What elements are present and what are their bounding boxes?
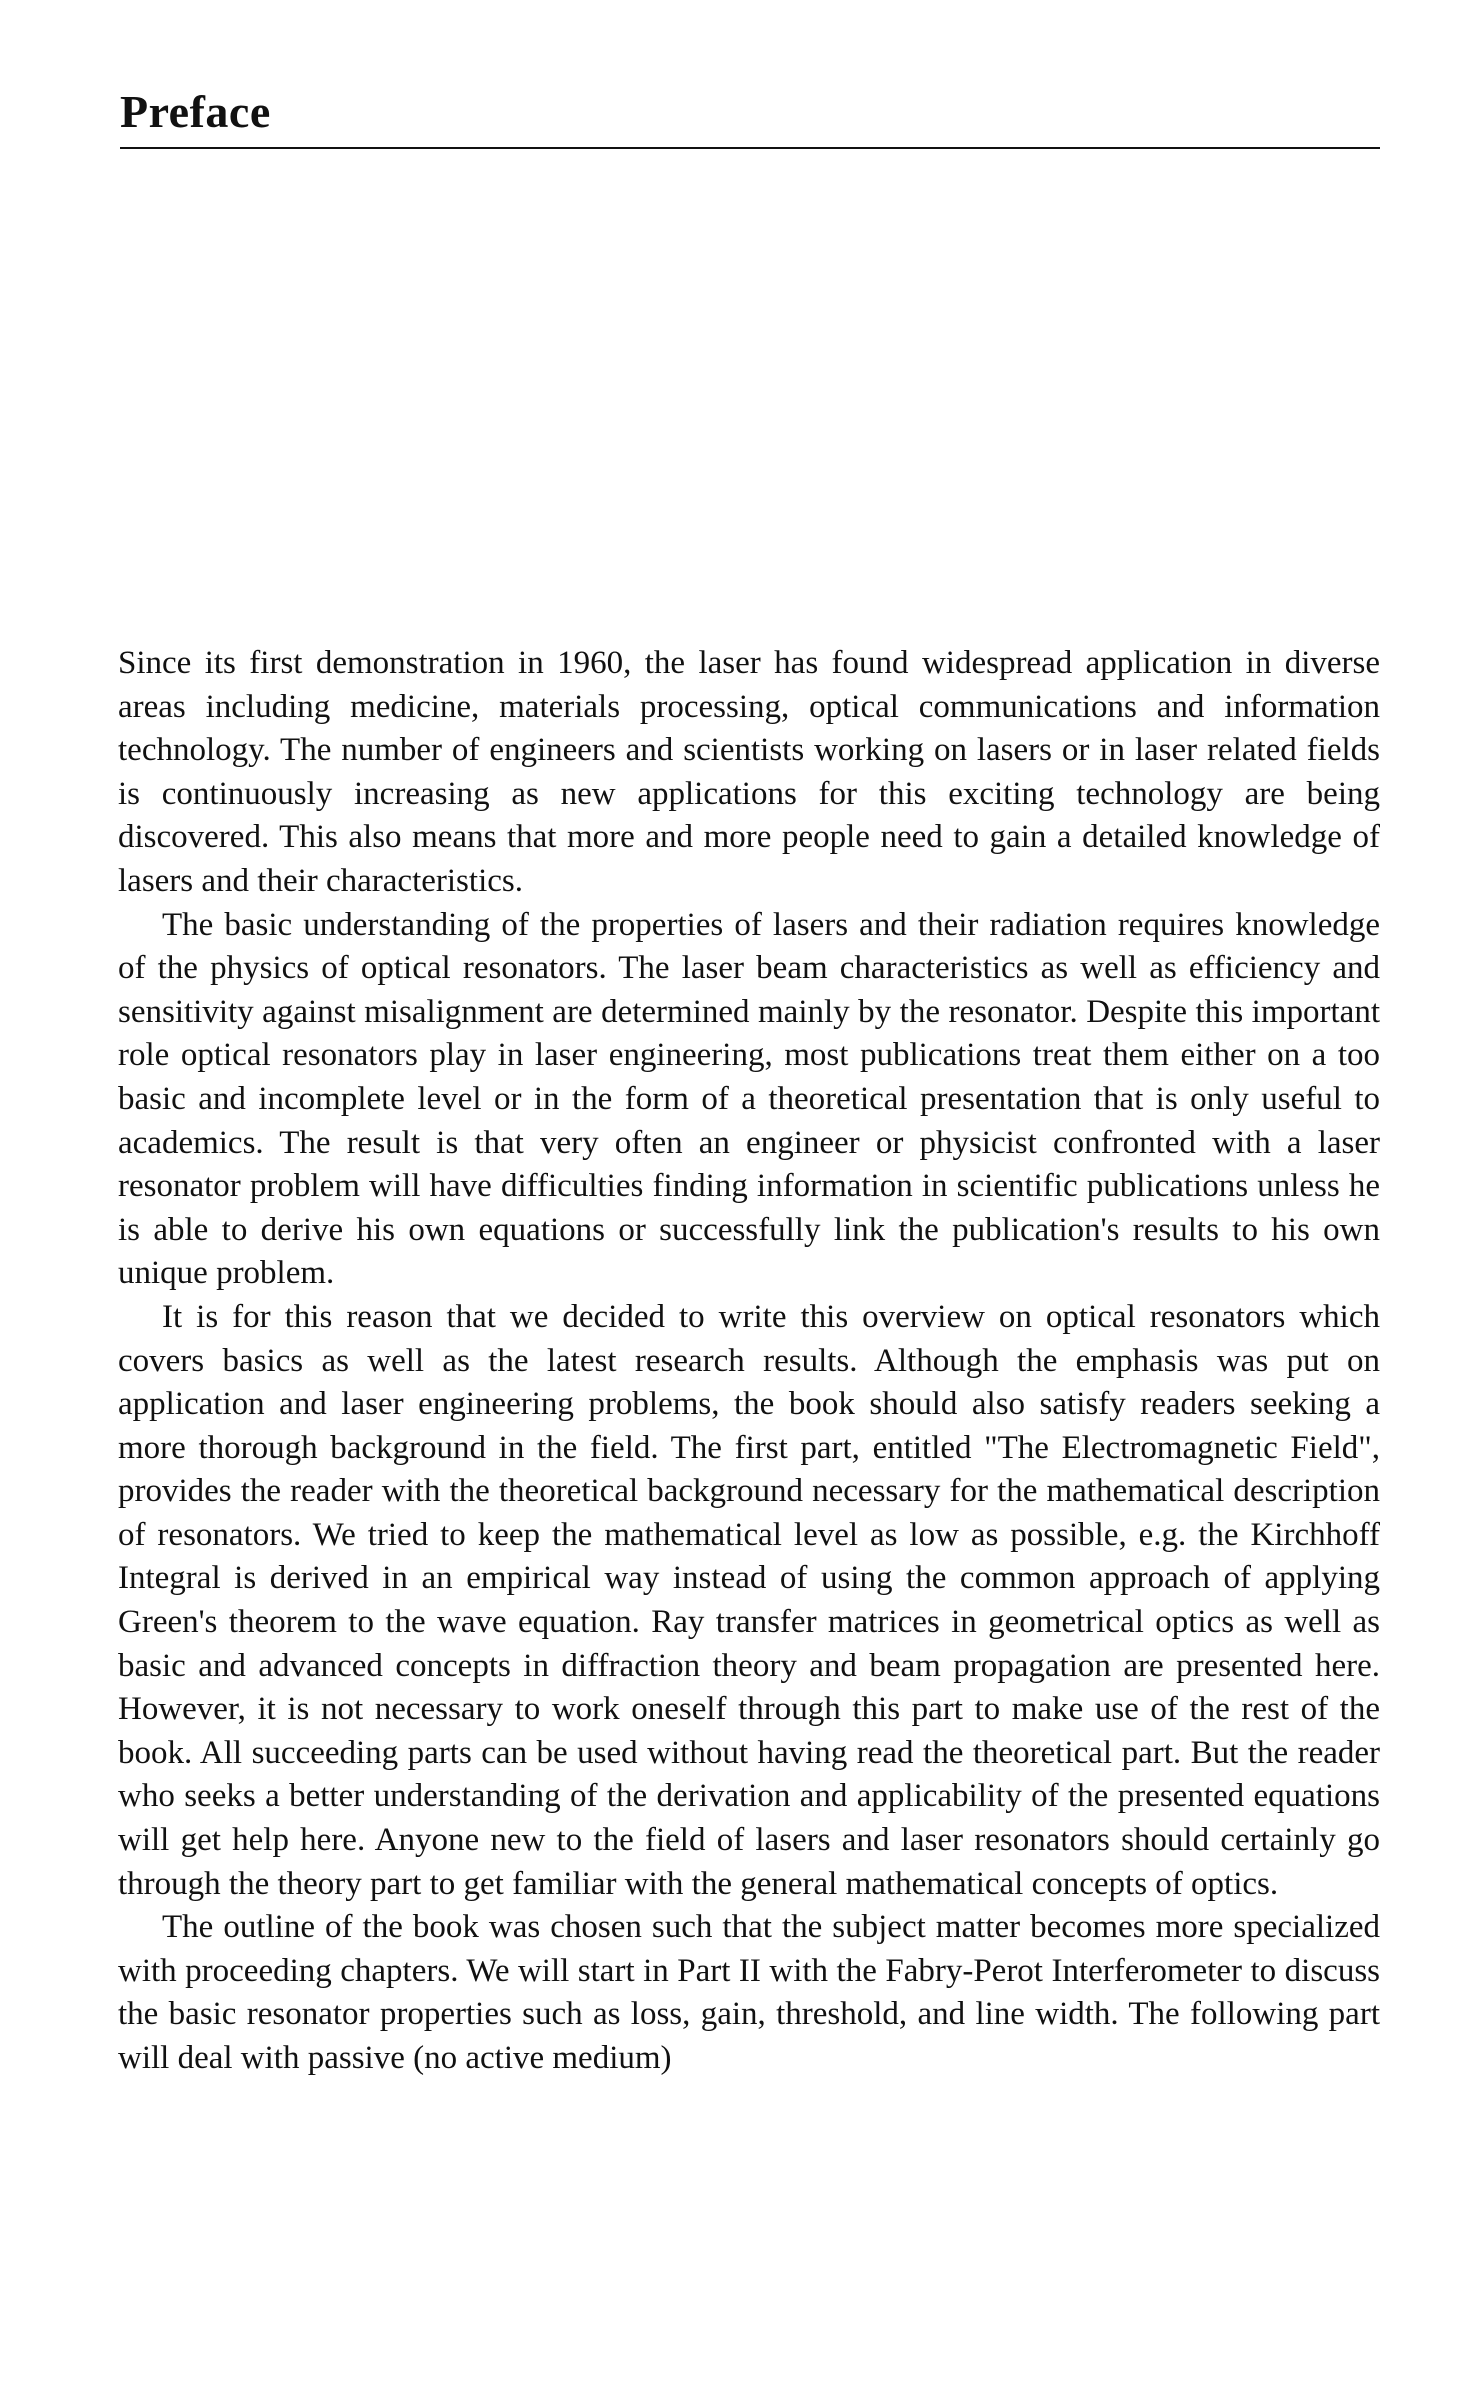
paragraph-1: Since its first demonstration in 1960, the laser has found widespread application in diverse areas including medicine, materials processing, optical communications and information technology. The number of engineers and scientists working on lasers or in laser related fields is continuously increasing as new applications for this exciting technology are being discovered. This also means that more and more people need to gain a detailed knowledge of lasers and their characteristics. <box>118 645 1380 899</box>
paragraph-4: The outline of the book was chosen such that the subject matter becomes more specialized with proceeding chapters. We will start in Part II with the Fabry-Perot Interferometer to discuss the basic resonator properties such as loss, gain, threshold, and line width. The following part will deal with passive (no active medium) <box>118 1909 1380 2076</box>
heading-rule <box>120 147 1380 149</box>
page-title: Preface <box>120 86 271 137</box>
paragraph-2: The basic understanding of the properties of lasers and their radiation requires knowledge of the physics of optical resonators. The laser beam characteristics as well as efficiency and sensitivity against misalignment are determined mainly by the resonator. Despite this important role optical resonators play in laser engineering, most publications treat them either on a too basic and incomplete level or in the form of a theoretical presentation that is only useful to academics. The result is that very often an engineer or physicist confronted with a laser resonator problem will have difficulties finding information in scientific publications unless he is able to derive his own equations or successfully link the publication's results to his own unique problem. <box>118 906 1380 1292</box>
paragraph-3: It is for this reason that we decided to write this overview on optical resonators which covers basics as well as the latest research results. Although the emphasis was put on application and laser engineering problems, the book should also satisfy readers seeking a more thorough background in the field. The first part, entitled "The Electromagnetic Field", provides the reader with the theoretical background necessary for the mathematical description of resonators. We tried to keep the mathematical level as low as possible, e.g. the Kirchhoff Integral is derived in an empirical way instead of using the common approach of applying Green's theorem to the wave equation. Ray transfer matrices in geometrical optics as well as basic and advanced concepts in diffraction theory and beam propagation are presented here. However, it is not necessary to work oneself through this part to make use of the rest of the book. All succeeding parts can be used without having read the theoretical part. But the reader who seeks a better understanding of the derivation and applicability of the presented equations will get help here. Anyone new to the field of lasers and laser resonators should certainly go through the theory part to get familiar with the general mathematical concepts of optics. <box>118 1298 1380 1902</box>
preface-body <box>118 642 1380 2081</box>
